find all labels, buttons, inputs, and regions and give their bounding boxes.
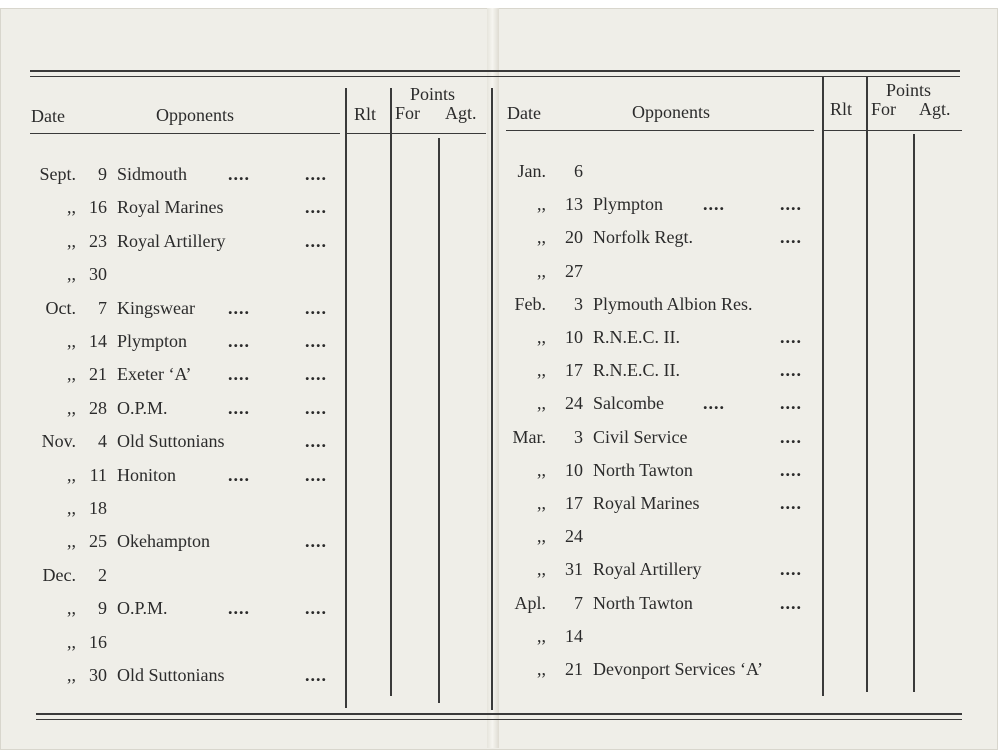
fixture-day: 24 bbox=[565, 393, 583, 414]
fixture-opponent: Salcombe bbox=[593, 393, 664, 414]
left-for-line bbox=[390, 88, 392, 696]
fixture-month: Dec. bbox=[42, 564, 76, 585]
fixture-opponent: Exeter ‘A’ bbox=[117, 364, 192, 385]
card-fold bbox=[487, 8, 499, 748]
fixture-dots: .... bbox=[305, 364, 327, 385]
fixture-dots: .... bbox=[780, 493, 802, 513]
fixture-opponent: Plymouth Albion Res. bbox=[593, 293, 753, 314]
fixture-day: 28 bbox=[89, 397, 107, 418]
fixture-day: 9 bbox=[98, 164, 107, 184]
right-agt-header: Agt. bbox=[919, 99, 951, 119]
fixture-month: ,, bbox=[67, 264, 76, 285]
right-date-header: Date bbox=[507, 103, 541, 123]
left-score-header-underline bbox=[346, 133, 486, 134]
fixture-opponent: Old Suttonians bbox=[117, 665, 225, 685]
fixture-dots: .... bbox=[228, 164, 250, 184]
fixture-opponent: O.P.M. bbox=[117, 598, 168, 619]
fixture-opponent: Old Suttonians bbox=[117, 431, 225, 452]
fixture-month: ,, bbox=[537, 459, 546, 480]
fixture-dots: .... bbox=[228, 397, 250, 418]
fixture-dots: .... bbox=[305, 230, 327, 251]
fixture-day: 25 bbox=[89, 531, 107, 552]
fixture-dots: .... bbox=[228, 297, 250, 318]
fixture-dots: .... bbox=[780, 459, 802, 480]
fixture-dots: .... bbox=[305, 464, 327, 485]
fixture-day: 3 bbox=[574, 293, 583, 314]
fixture-day: 4 bbox=[98, 431, 107, 452]
fixture-month: Oct. bbox=[45, 297, 76, 318]
bottom-rule bbox=[36, 713, 962, 715]
right-score-header-underline bbox=[822, 130, 962, 131]
fixture-day: 2 bbox=[98, 564, 107, 585]
fixture-day: 17 bbox=[565, 360, 583, 381]
fixture-month: ,, bbox=[537, 227, 546, 248]
left-date-header: Date bbox=[31, 106, 65, 126]
fixture-dots: .... bbox=[305, 297, 327, 318]
fixture-month: Nov. bbox=[41, 431, 76, 452]
fixture-dots: .... bbox=[305, 164, 327, 184]
fixture-opponent: Plympton bbox=[593, 194, 664, 215]
left-agt-header: Agt. bbox=[445, 103, 477, 123]
fixture-month: ,, bbox=[67, 531, 76, 552]
right-rlt-header: Rlt bbox=[830, 99, 853, 119]
fixture-opponent: Okehampton bbox=[117, 531, 210, 552]
top-rule bbox=[30, 70, 960, 72]
left-for-header: For bbox=[395, 103, 421, 123]
fixture-dots: .... bbox=[780, 360, 802, 381]
right-for-header: For bbox=[871, 99, 897, 119]
left-rlt-header: Rlt bbox=[354, 104, 377, 124]
fixture-opponent: Sidmouth bbox=[117, 164, 188, 184]
fixture-day: 21 bbox=[89, 364, 107, 385]
fixture-dots: .... bbox=[228, 464, 250, 485]
fixture-day: 7 bbox=[98, 297, 107, 318]
fixture-month: ,, bbox=[537, 194, 546, 215]
right-opponents-header: Opponents bbox=[632, 102, 710, 122]
fixture-day: 23 bbox=[89, 230, 107, 251]
fixture-day: 30 bbox=[89, 264, 107, 285]
fixture-opponent: Royal Marines bbox=[593, 493, 700, 513]
fixture-dots: .... bbox=[305, 331, 327, 351]
fixture-dots: .... bbox=[780, 592, 802, 613]
fixture-dots: .... bbox=[228, 331, 250, 351]
fixture-month: ,, bbox=[537, 559, 546, 580]
right-points-header: Points bbox=[886, 80, 932, 100]
fixture-opponent: Royal Artillery bbox=[117, 230, 226, 251]
fixture-day: 9 bbox=[98, 598, 107, 619]
fixture-month: ,, bbox=[67, 598, 76, 619]
fixture-month: ,, bbox=[67, 364, 76, 385]
center-divider-line bbox=[491, 88, 493, 710]
fixture-month: ,, bbox=[67, 464, 76, 485]
fixture-day: 10 bbox=[565, 327, 583, 347]
fixture-dots: .... bbox=[305, 598, 327, 619]
fixture-month: ,, bbox=[537, 393, 546, 414]
fixture-dots: .... bbox=[780, 194, 802, 215]
fixture-month: Mar. bbox=[512, 426, 546, 447]
fixture-opponent: Devonport Services ‘A’ bbox=[593, 659, 763, 679]
bottom-rule-2 bbox=[36, 719, 962, 720]
fixture-day: 10 bbox=[565, 459, 583, 480]
fixture-opponent: North Tawton bbox=[593, 592, 693, 613]
fixture-month: ,, bbox=[67, 197, 76, 218]
fixture-day: 6 bbox=[574, 161, 583, 181]
fixture-month: ,, bbox=[67, 631, 76, 652]
fixture-month: ,, bbox=[537, 493, 546, 513]
fixture-day: 14 bbox=[565, 625, 583, 646]
fixture-dots: .... bbox=[228, 364, 250, 385]
fixture-dots: .... bbox=[780, 227, 802, 248]
left-header-underline bbox=[30, 133, 340, 134]
fixture-opponent: Norfolk Regt. bbox=[593, 227, 693, 248]
fixture-dots: .... bbox=[703, 194, 725, 215]
left-opponents-header: Opponents bbox=[156, 105, 234, 125]
fixture-day: 11 bbox=[89, 464, 107, 485]
fixture-opponent: North Tawton bbox=[593, 459, 693, 480]
fixture-opponent: Royal Artillery bbox=[593, 559, 702, 580]
fixture-opponent: R.N.E.C. II. bbox=[593, 360, 680, 381]
fixture-opponent: R.N.E.C. II. bbox=[593, 327, 680, 347]
fixture-month: ,, bbox=[537, 327, 546, 347]
fixture-month: ,, bbox=[537, 526, 546, 547]
fixture-month: Feb. bbox=[514, 293, 546, 314]
fixture-month: ,, bbox=[67, 498, 76, 518]
fixture-dots: .... bbox=[780, 426, 802, 447]
fixture-opponent: Honiton bbox=[117, 464, 177, 485]
fixture-opponent: O.P.M. bbox=[117, 397, 168, 418]
fixture-month: ,, bbox=[67, 397, 76, 418]
fixture-day: 30 bbox=[89, 665, 107, 685]
fixture-dots: .... bbox=[780, 327, 802, 347]
fixture-month: Jan. bbox=[517, 161, 546, 181]
fixture-day: 24 bbox=[565, 526, 583, 547]
fixture-dots: .... bbox=[780, 559, 802, 580]
fixture-day: 27 bbox=[565, 260, 583, 281]
fixture-dots: .... bbox=[305, 665, 327, 685]
left-points-header: Points bbox=[410, 84, 456, 104]
left-rlt-line bbox=[345, 88, 347, 708]
fixture-day: 17 bbox=[565, 493, 583, 513]
fixture-day: 16 bbox=[89, 197, 107, 218]
fixture-day: 21 bbox=[565, 659, 583, 679]
fixture-month: Apl. bbox=[514, 592, 546, 613]
fixture-month: ,, bbox=[537, 625, 546, 646]
fixture-dots: .... bbox=[703, 393, 725, 414]
fixture-day: 16 bbox=[89, 631, 107, 652]
fixture-dots: .... bbox=[305, 531, 327, 552]
fixture-month: ,, bbox=[67, 230, 76, 251]
fixture-dots: .... bbox=[305, 397, 327, 418]
top-rule-2 bbox=[30, 76, 960, 77]
right-agt-line bbox=[913, 134, 915, 692]
fixture-day: 20 bbox=[565, 227, 583, 248]
fixture-opponent: Plympton bbox=[117, 331, 188, 351]
right-header-underline bbox=[506, 130, 814, 131]
right-rlt-line bbox=[822, 76, 824, 696]
fixture-opponent: Civil Service bbox=[593, 426, 688, 447]
fixture-day: 13 bbox=[565, 194, 583, 215]
fixture-dots: .... bbox=[305, 431, 327, 452]
fixture-month: ,, bbox=[537, 659, 546, 679]
fixture-opponent: Royal Marines bbox=[117, 197, 224, 218]
fixture-month: ,, bbox=[67, 665, 76, 685]
fixture-day: 18 bbox=[89, 498, 107, 518]
fixture-day: 7 bbox=[574, 592, 583, 613]
fixture-dots: .... bbox=[780, 393, 802, 414]
left-agt-line bbox=[438, 138, 440, 703]
fixture-month: ,, bbox=[67, 331, 76, 351]
fixture-day: 3 bbox=[574, 426, 583, 447]
fixture-day: 31 bbox=[565, 559, 583, 580]
fixture-opponent: Kingswear bbox=[117, 297, 195, 318]
fixture-day: 14 bbox=[89, 331, 107, 351]
fixture-dots: .... bbox=[228, 598, 250, 619]
fixture-month: Sept. bbox=[39, 164, 76, 184]
fixture-dots: .... bbox=[305, 197, 327, 218]
fixture-month: ,, bbox=[537, 360, 546, 381]
fixture-month: ,, bbox=[537, 260, 546, 281]
right-for-line bbox=[866, 76, 868, 692]
